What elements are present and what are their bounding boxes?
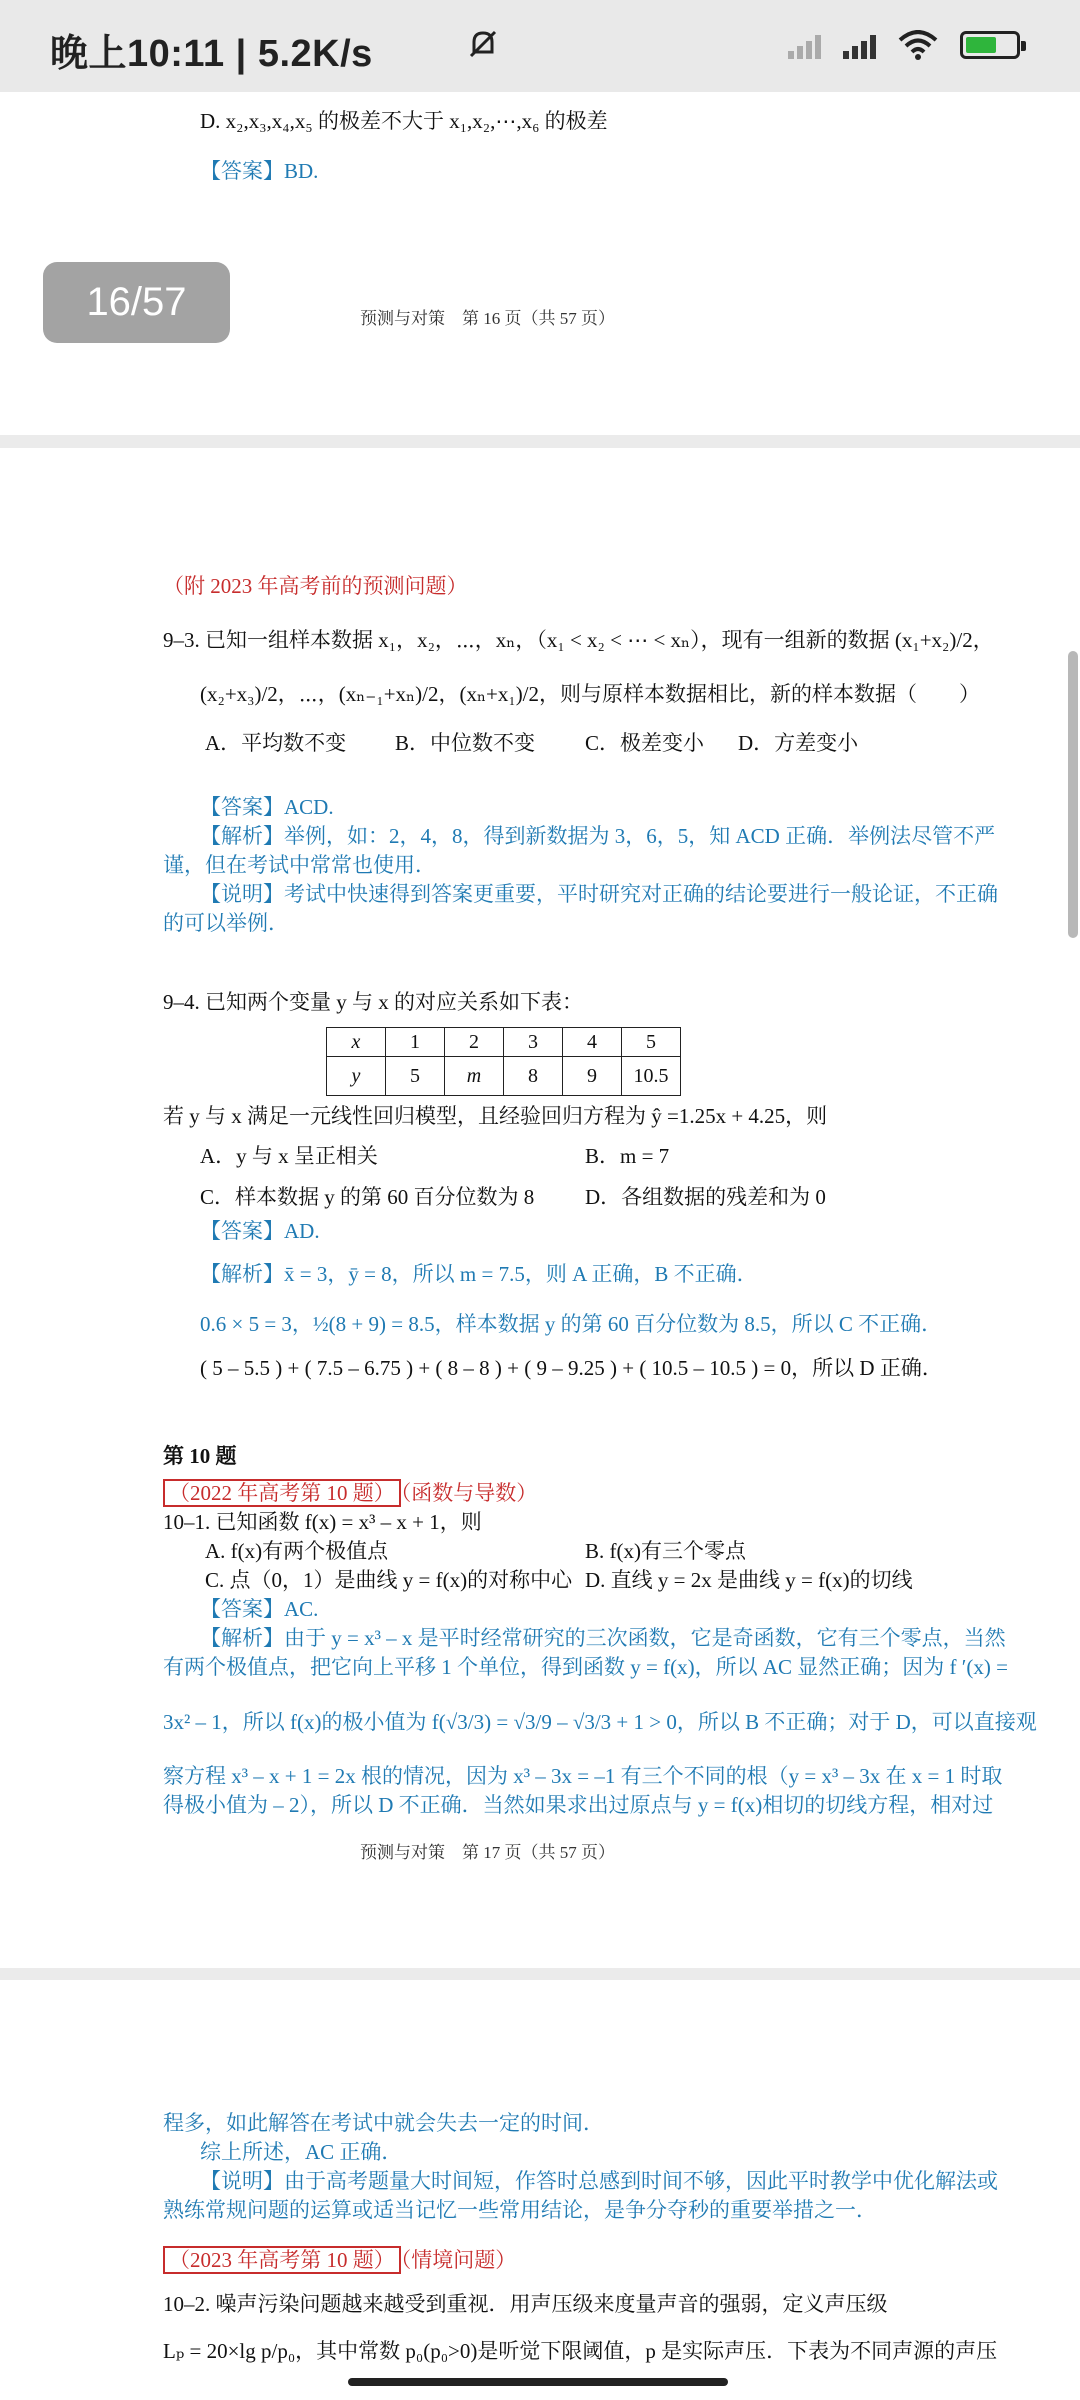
gesture-home-bar[interactable] (348, 2378, 728, 2386)
q10-1-stem: 10–1. 已知函数 f(x) = x³ – x + 1，则 (163, 1510, 482, 1534)
table-cell: m (445, 1057, 504, 1096)
mute-bell-icon (468, 28, 498, 60)
q10-source-box: （2022 年高考第 10 题） (163, 1479, 401, 1507)
q9-3-stem-line2: (x₂+x₃)/2，⋯，(xₙ₋₁+xₙ)/2，(xₙ+x₁)/2，则与原样本数据相比，新的样本数据（ ） (200, 682, 981, 706)
table-cell: 5 (622, 1028, 681, 1057)
page-counter-badge: 16/57 (43, 262, 230, 343)
note-line-1: 【说明】由于高考题量大时间短，作答时总感到时间不够，因此平时教学中优化解法或 (200, 2169, 998, 2193)
table-row-y (327, 1057, 681, 1096)
q9-3-stem-line1: 9–3. 已知一组样本数据 x₁，x₂，⋯，xₙ，（x₁ < x₂ < ⋯ < xₙ），现有一组新的数据 (x₁+x₂)/2， (163, 628, 994, 652)
table-row-x (327, 1028, 681, 1057)
wifi-icon (898, 30, 938, 60)
q9-4-option-d: D．各组数据的残差和为 0 (585, 1185, 826, 1209)
q9-4-option-c: C．样本数据 y 的第 60 百分位数为 8 (200, 1185, 535, 1209)
table-cell: 8 (504, 1057, 563, 1096)
q9-4-explain-3: ( 5 – 5.5 ) + ( 7.5 – 6.75 ) + ( 8 – 8 ) + ( 9 – 9.25 ) + ( 10.5 – 10.5 ) = 0，所以 D 正确． (200, 1356, 943, 1380)
q10-1-option-d: D. 直线 y = 2x 是曲线 y = f(x)的切线 (585, 1568, 913, 1592)
q9-3-explain-1: 【解析】举例，如：2，4，8，得到新数据为 3，6，5，知 ACD 正确．举例法尽管不严 (200, 824, 996, 848)
q9-4-option-b: B．m = 7 (585, 1144, 670, 1168)
continued-line-1: 程多，如此解答在考试中就会失去一定的时间． (163, 2111, 604, 2135)
vertical-scrollbar[interactable] (1068, 651, 1078, 938)
q10-2-source-tag (163, 2246, 516, 2274)
status-icons (788, 30, 1020, 60)
option-d-line: D. x₂,x₃,x₄,x₅ 的极差不大于 x₁,x₂,⋯,x₆ 的极差 (200, 109, 608, 133)
q10-1-explain-5: 得极小值为 – 2），所以 D 不正确．当然如果求出过原点与 y = f(x)相切的切线方程，相对过 (163, 1793, 994, 1817)
q10-1-explain-3: 3x² – 1，所以 f(x)的极小值为 f(√3/3) = √3/9 – √3/3 + 1 > 0，所以 B 不正确；对于 D，可以直接观 (163, 1710, 1037, 1734)
note-line-2: 熟练常规问题的运算或适当记忆一些常用结论，是争分夺秒的重要举措之一． (163, 2198, 877, 2222)
q10-title: 第 10 题 (163, 1444, 237, 1468)
battery-charging-icon (960, 31, 1020, 59)
q10-1-option-c: C. 点（0，1）是曲线 y = f(x)的对称中心 (205, 1568, 573, 1592)
q10-topic: （函数与导数） (400, 1481, 538, 1505)
q9-3-option-d: D．方差变小 (738, 731, 859, 755)
q9-4-explain-1: 【解析】x̄ = 3，ȳ = 8，所以 m = 7.5，则 A 正确，B 不正确． (200, 1262, 758, 1286)
table-cell: 3 (504, 1028, 563, 1057)
q9-4-option-a: A．y 与 x 呈正相关 (200, 1144, 378, 1168)
q10-2-source-box: （2023 年高考第 10 题） (163, 2246, 401, 2274)
q9-4-stem: 9–4. 已知两个变量 y 与 x 的对应关系如下表： (163, 990, 583, 1014)
q9-3-note-2: 的可以举例． (163, 911, 289, 935)
table-cell: 4 (563, 1028, 622, 1057)
q10-1-answer: 【答案】AC. (200, 1597, 319, 1621)
document-page-18 (0, 1980, 1080, 2400)
table-cell: 10.5 (622, 1057, 681, 1096)
table-cell: y (327, 1057, 386, 1096)
signal-x-icon (788, 31, 821, 59)
q10-1-explain-1: 【解析】由于 y = x³ – x 是平时经常研究的三次函数，它是奇函数，它有三个零点，当然 (200, 1626, 1006, 1650)
q10-1-explain-4: 察方程 x³ – x + 1 = 2x 根的情况，因为 x³ – 3x = –1 有三个不同的根（y = x³ – 3x 在 x = 1 时取 (163, 1764, 1003, 1788)
q10-2-formula: Lₚ = 20×lg p/p₀，其中常数 p₀(p₀>0)是听觉下限阈值，p 是实际声压．下表为不同声源的声压 (163, 2339, 998, 2363)
answer-line: 【答案】BD. (200, 159, 319, 183)
table-cell: 1 (386, 1028, 445, 1057)
q10-1-explain-2: 有两个极值点，把它向上平移 1 个单位，得到函数 y = f(x)，所以 AC 显然正确；因为 f ′(x) = (163, 1655, 1008, 1679)
q9-3-answer: 【答案】ACD. (200, 795, 334, 819)
q9-3-option-a: A．平均数不变 (205, 731, 347, 755)
table-cell: 5 (386, 1057, 445, 1096)
conclusion-line: 综上所述，AC 正确． (200, 2140, 403, 2164)
q9-3-option-c: C．极差变小 (585, 731, 705, 755)
q10-2-stem: 10–2. 噪声污染问题越来越受到重视．用声压级来度量声音的强弱，定义声压级 (163, 2292, 888, 2316)
q10-1-option-a: A. f(x)有两个极值点 (205, 1539, 389, 1563)
table-cell: 2 (445, 1028, 504, 1057)
q10-1-option-b: B. f(x)有三个零点 (585, 1539, 746, 1563)
q9-4-answer: 【答案】AD. (200, 1219, 320, 1243)
table-cell: x (327, 1028, 386, 1057)
status-bar (0, 0, 1080, 92)
document-page-17 (0, 448, 1080, 1968)
status-time: 晚上10:11 | 5.2K/s (50, 33, 373, 75)
q9-4-explain-2: 0.6 × 5 = 3，½(8 + 9) = 8.5，样本数据 y 的第 60 百分位数为 8.5，所以 C 不正确． (200, 1312, 943, 1336)
q9-3-note-1: 【说明】考试中快速得到答案更重要，平时研究对正确的结论要进行一般论证，不正确 (200, 882, 998, 906)
q10-source-tag (163, 1479, 537, 1507)
table-cell: 9 (563, 1057, 622, 1096)
page-footer: 预测与对策 第 16 页（共 57 页） (360, 309, 615, 328)
q9-4-condition: 若 y 与 x 满足一元线性回归模型，且经验回归方程为 ŷ =1.25x + 4.25，则 (163, 1104, 828, 1128)
q9-3-option-b: B．中位数不变 (395, 731, 536, 755)
xy-table (326, 1027, 681, 1096)
hd-signal-icon (843, 31, 876, 59)
appendix-heading: （附 2023 年高考前的预测问题） (163, 574, 468, 598)
page-footer: 预测与对策 第 17 页（共 57 页） (360, 1843, 615, 1862)
q10-2-topic: （情境问题） (400, 2248, 517, 2272)
q9-3-explain-2: 谨，但在考试中常常也使用． (163, 853, 436, 877)
